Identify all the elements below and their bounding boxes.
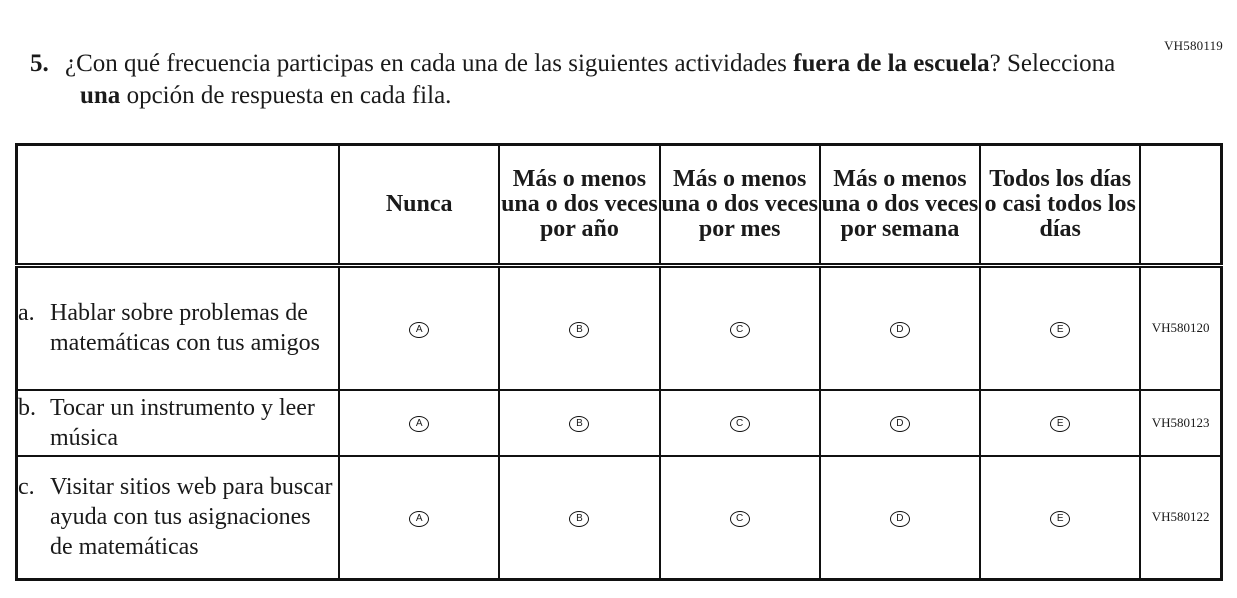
option-cell xyxy=(980,390,1140,456)
bubble-d[interactable]: D xyxy=(890,416,910,432)
option-cell xyxy=(820,266,980,390)
bubble-a[interactable]: A xyxy=(409,511,429,527)
header-option-a: Nunca xyxy=(339,145,499,266)
option-cell xyxy=(660,390,820,456)
option-cell xyxy=(820,390,980,456)
option-cell xyxy=(339,390,499,456)
row-item-code: VH580122 xyxy=(1140,456,1221,580)
table-row xyxy=(17,456,1222,580)
row-text: Tocar un instrumento y leer música xyxy=(50,394,315,451)
bubble-d[interactable]: D xyxy=(890,322,910,338)
row-label xyxy=(17,266,340,390)
header-code-column xyxy=(1140,145,1221,266)
bubble-b[interactable]: B xyxy=(569,511,589,527)
table-row xyxy=(17,390,1222,456)
bubble-c[interactable]: C xyxy=(730,511,750,527)
header-option-e: Todos los días o casi todos los días xyxy=(980,145,1140,266)
question-block xyxy=(30,48,1130,112)
header-empty xyxy=(17,145,340,266)
bubble-c[interactable]: C xyxy=(730,322,750,338)
question-text: ¿Con qué frecuencia participas en cada una de las siguientes actividades fuera de la escuela? Selecciona una opción de respuesta en cada fila. xyxy=(65,50,1116,109)
question-number: 5. xyxy=(30,50,49,77)
row-text: Hablar sobre problemas de matemáticas con tus amigos xyxy=(50,300,320,357)
row-text: Visitar sitios web para buscar ayuda con tus asignaciones de matemáticas xyxy=(50,474,333,561)
option-cell xyxy=(339,266,499,390)
option-cell xyxy=(980,266,1140,390)
bubble-d[interactable]: D xyxy=(890,511,910,527)
option-cell xyxy=(660,266,820,390)
option-cell xyxy=(499,390,659,456)
row-item-code: VH580123 xyxy=(1140,390,1221,456)
row-letter: a. xyxy=(18,300,35,327)
row-item-code: VH580120 xyxy=(1140,266,1221,390)
option-cell xyxy=(660,456,820,580)
header-option-c: Más o menos una o dos veces por mes xyxy=(660,145,820,266)
response-grid xyxy=(15,143,1223,581)
header-row xyxy=(17,145,1222,266)
bubble-c[interactable]: C xyxy=(730,416,750,432)
bubble-a[interactable]: A xyxy=(409,322,429,338)
bubble-e[interactable]: E xyxy=(1050,322,1070,338)
option-cell xyxy=(820,456,980,580)
header-option-d: Más o menos una o dos veces por semana xyxy=(820,145,980,266)
option-cell xyxy=(499,456,659,580)
row-letter: c. xyxy=(18,474,35,501)
question-item-code: VH580119 xyxy=(1164,38,1223,53)
header-option-b: Más o menos una o dos veces por año xyxy=(499,145,659,266)
bubble-a[interactable]: A xyxy=(409,416,429,432)
bubble-b[interactable]: B xyxy=(569,416,589,432)
option-cell xyxy=(980,456,1140,580)
bubble-e[interactable]: E xyxy=(1050,416,1070,432)
row-label xyxy=(17,456,340,580)
option-cell xyxy=(499,266,659,390)
bubble-e[interactable]: E xyxy=(1050,511,1070,527)
row-label xyxy=(17,390,340,456)
bubble-b[interactable]: B xyxy=(569,322,589,338)
table-row xyxy=(17,266,1222,390)
option-cell xyxy=(339,456,499,580)
row-letter: b. xyxy=(18,394,36,421)
